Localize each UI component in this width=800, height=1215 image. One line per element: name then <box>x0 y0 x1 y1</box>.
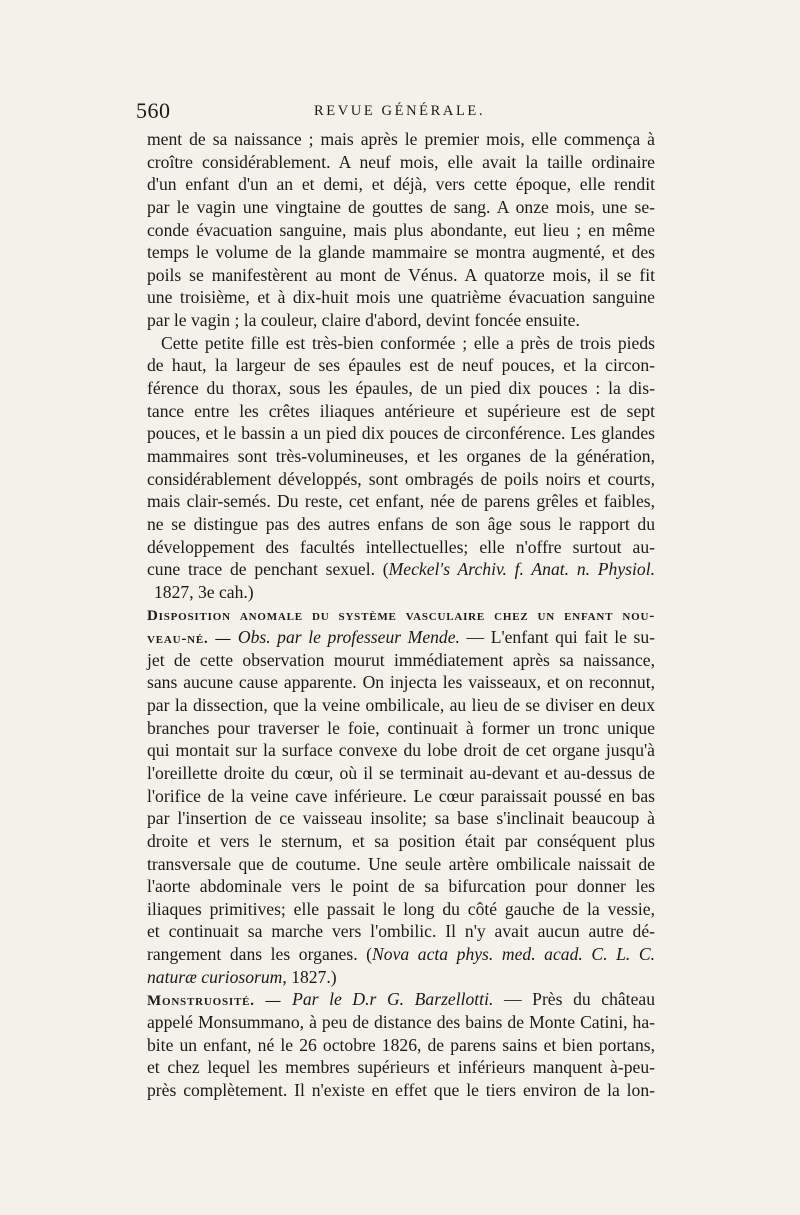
section-heading: Monstruosité. — <box>147 993 293 1010</box>
section-heading-line <box>147 603 655 626</box>
text-line: appelé Monsummano, à peu de distance des bains de Monte Catini, ha- <box>147 1011 655 1032</box>
text-line: par la dissection, que la veine ombilicale, au lieu de se diviser en deux <box>147 695 655 716</box>
text-line: l'oreillette droite du cœur, où il se terminait au-devant et au-dessus de <box>147 762 655 783</box>
citation-line <box>147 558 655 581</box>
text-line: temps le volume de la glande mammaire se montra augmenté, et des <box>147 242 655 263</box>
text-line: férence du thorax, sous les épaules, de un pied dix pouces : la dis- <box>147 378 655 399</box>
text-line: et continuait sa marche vers l'ombilic. Il n'y avait aucun autre dé- <box>147 921 655 942</box>
text-line: jet de cette observation mourut immédiatement après sa naissance, <box>147 649 655 670</box>
text-line: transversale que de coutume. Une seule artère ombilicale naissait de <box>147 853 655 874</box>
text-line: ment de sa naissance ; mais après le premier mois, elle commença à <box>147 129 655 149</box>
text-fragment: — Près du château <box>493 989 655 1010</box>
citation-line <box>147 943 655 966</box>
text-line: mammaires sont très-volumineuses, et les organes de la génération, <box>147 445 655 466</box>
observer-name: Obs. par le professeur Mende. <box>237 627 460 648</box>
section-heading: Disposition anomale du système vasculaire chez un enfant nou- <box>147 608 655 625</box>
text-line: près complètement. Il n'existe en effet que le tiers environ de la lon- <box>147 1079 655 1100</box>
body-text <box>147 128 655 1102</box>
page-header <box>136 98 662 123</box>
section-heading-cont: veau-né. — <box>147 631 238 648</box>
text-line: mais clair-semés. Du reste, cet enfant, née de parens grêles et faibles, <box>147 491 655 512</box>
paragraph-start-line: Cette petite fille est très-bien conformée ; elle a près de trois pieds <box>161 332 655 353</box>
heading-citation-line <box>147 988 655 1011</box>
citation-title: Meckel's Archiv. f. Anat. n. Physiol. <box>388 559 655 580</box>
text-line: sans aucune cause apparente. On injecta les vaisseaux, et on reconnut, <box>147 672 655 693</box>
text-line: croître considérablement. A neuf mois, elle avait la taille ordinaire <box>147 151 655 172</box>
text-line: développement des facultés intellectuelles; elle n'offre surtout au- <box>147 536 655 557</box>
text-fragment: — L'enfant qui fait le su- <box>459 627 655 648</box>
text-line: tance entre les crêtes iliaques antérieure et supérieure est de sept <box>147 400 655 421</box>
text-fragment: rangement dans les organes. ( <box>147 944 373 965</box>
citation-title: Nova acta phys. med. acad. C. L. C. <box>372 944 655 965</box>
heading-citation-line <box>147 626 655 649</box>
text-line: par le vagin une vingtaine de gouttes de sang. A onze mois, une se- <box>147 196 655 217</box>
paragraph-end-line: par le vagin ; la couleur, claire d'abord, devint foncée ensuite. <box>147 310 580 331</box>
paragraph-end-line <box>147 966 655 989</box>
running-title: REVUE GÉNÉRALE. <box>314 103 486 119</box>
text-line: qui montait sur la surface convexe du lobe droit de cet organe jusqu'à <box>147 740 655 761</box>
text-line: et chez lequel les membres supérieurs et inférieurs manquent à-peu- <box>147 1057 655 1078</box>
text-line: d'un enfant d'un an et demi, et déjà, vers cette époque, elle rendit <box>147 174 655 195</box>
text-fragment: cune trace de penchant sexuel. ( <box>147 559 389 580</box>
author-name: Par le D.r G. Barzellotti. <box>292 989 494 1010</box>
citation-title-cont: naturæ curiosorum <box>147 966 283 987</box>
text-line: branches pour traverser le foie, continuait à former un tronc unique <box>147 717 655 738</box>
text-line: considérablement développés, sont ombragés de poils noirs et courts, <box>147 468 655 489</box>
paragraph-end-line: 1827, 3e cah.) <box>154 581 254 602</box>
text-line: l'aorte abdominale vers le point de sa bifurcation pour donner les <box>147 876 655 897</box>
text-fragment: , 1827.) <box>282 966 337 987</box>
text-line: droite et vers le sternum, et sa position était par conséquent plus <box>147 830 655 851</box>
text-line: de haut, la largeur de ses épaules est de neuf pouces, et la circon- <box>147 355 655 376</box>
text-line: poils se manifestèrent au mont de Vénus. A quatorze mois, il se fit <box>147 264 655 285</box>
text-line: bite un enfant, né le 26 octobre 1826, de parens sains et bien portans, <box>147 1034 655 1055</box>
text-line: conde évacuation sanguine, mais plus abondante, eut lieu ; en même <box>147 219 655 240</box>
text-line: par l'insertion de ce vaisseau insolite; sa base s'inclinait beaucoup à <box>147 808 655 829</box>
text-line: pouces, et le bassin a un pied dix pouces de circonférence. Les glandes <box>147 423 655 444</box>
page-number: 560 <box>136 98 171 123</box>
text-line: ne se distingue pas des autres enfans de son âge sous le rapport du <box>147 513 655 534</box>
text-line: l'orifice de la veine cave inférieure. Le cœur paraissait poussé en bas <box>147 785 655 806</box>
text-line: une troisième, et à dix-huit mois une quatrième évacuation sanguine <box>147 287 655 308</box>
text-line: iliaques primitives; elle passait le long du côté gauche de la vessie, <box>147 898 655 919</box>
